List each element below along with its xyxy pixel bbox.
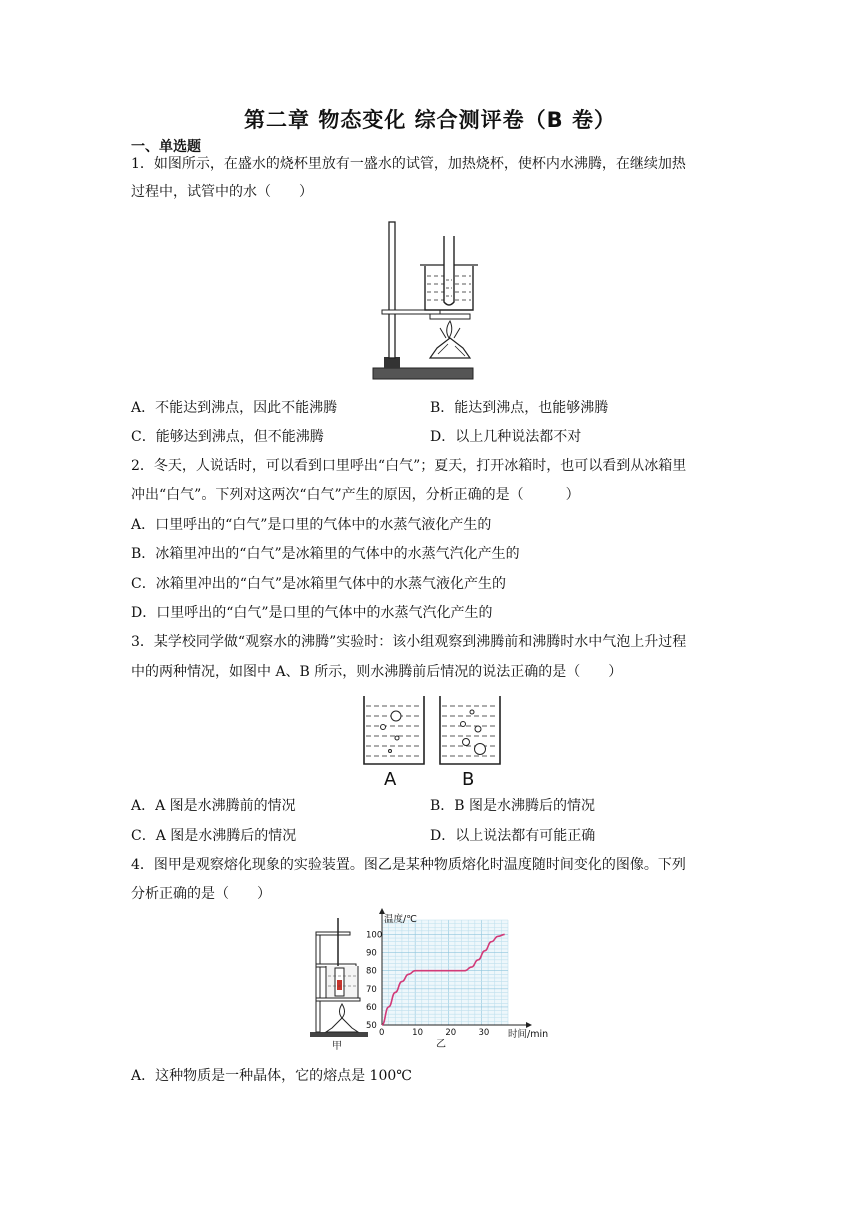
question-3-option-b[interactable]: B．B 图是水沸腾后的情况 bbox=[430, 798, 596, 814]
melting-apparatus bbox=[310, 918, 368, 1037]
stand-rod bbox=[389, 222, 395, 358]
y-tick-label: 100 bbox=[366, 930, 383, 941]
question-3-line-1: 3．某学校同学做“观察水的沸腾”实验时：该小组观察到沸腾前和沸腾时水中气泡上升过程 bbox=[131, 634, 687, 650]
question-3-option-a[interactable]: A．A 图是水沸腾前的情况 bbox=[131, 798, 296, 814]
chart-grid bbox=[382, 920, 508, 1025]
question-1-line-1: 1．如图所示，在盛水的烧杯里放有一盛水的试管，加热烧杯，使杯内水沸腾，在继续加热 bbox=[131, 156, 686, 172]
question-4-option-a[interactable]: A．这种物质是一种晶体，它的熔点是 100℃ bbox=[131, 1068, 412, 1084]
question-3-option-d[interactable]: D．以上说法都有可能正确 bbox=[430, 828, 596, 844]
page-title: 第二章 物态变化 综合测评卷（B 卷） bbox=[244, 108, 616, 132]
apparatus-base bbox=[373, 368, 473, 379]
x-tick-label: 0 bbox=[379, 1028, 385, 1038]
wire-gauze bbox=[430, 314, 470, 319]
question-3-line-2: 中的两种情况，如图中 A、B 所示，则水沸腾前后情况的说法正确的是（ ） bbox=[131, 664, 623, 680]
flame bbox=[447, 321, 452, 338]
question-2-option-a[interactable]: A．口里呼出的“白气”是口里的气体中的水蒸气液化产生的 bbox=[131, 517, 492, 533]
y-tick-label: 50 bbox=[366, 1021, 377, 1031]
chart-x-axis-label: 时间/min bbox=[508, 1029, 549, 1040]
question-1-option-a[interactable]: A．不能达到沸点，因此不能沸腾 bbox=[131, 400, 338, 416]
y-tick-label: 80 bbox=[366, 966, 377, 977]
question-2-option-c[interactable]: C．冰箱里冲出的“白气”是冰箱里气体中的水蒸气液化产生的 bbox=[131, 576, 507, 592]
question-4-line-1: 4．图甲是观察熔化现象的实验装置。图乙是某种物质熔化时温度随时间变化的图像。下列 bbox=[131, 857, 686, 873]
question-2-option-d[interactable]: D．口里呼出的“白气”是口里的气体中的水蒸气汽化产生的 bbox=[131, 605, 493, 621]
figure-label-a: A bbox=[384, 769, 397, 790]
question-2-line-2: 冲出“白气”。下列对这两次“白气”产生的原因，分析正确的是（ ） bbox=[131, 487, 580, 503]
beaker-heating-apparatus-figure bbox=[370, 218, 480, 383]
question-1-option-c[interactable]: C．能够达到沸点，但不能沸腾 bbox=[131, 429, 324, 445]
y-tick-label: 90 bbox=[366, 948, 377, 959]
chart-y-axis-label: 温度/℃ bbox=[384, 914, 417, 925]
x-tick-label: 30 bbox=[478, 1028, 490, 1038]
figure-label-jia: 甲 bbox=[332, 1041, 342, 1052]
test-tube bbox=[444, 236, 454, 305]
figure-label-b: B bbox=[462, 769, 475, 790]
beaker-b bbox=[440, 696, 500, 764]
beaker-a bbox=[364, 696, 424, 764]
grid-background bbox=[382, 920, 508, 1025]
question-2-option-b[interactable]: B．冰箱里冲出的“白气”是冰箱里的气体中的水蒸气汽化产生的 bbox=[131, 546, 520, 562]
question-4-line-2: 分析正确的是（ ） bbox=[131, 886, 271, 902]
y-tick-label: 60 bbox=[366, 1002, 377, 1013]
question-2-line-1: 2．冬天，人说话时，可以看到口里呼出“白气”；夏天，打开冰箱时，也可以看到从冰箱里 bbox=[131, 458, 687, 474]
question-1-line-2: 过程中，试管中的水（ ） bbox=[131, 184, 313, 200]
temperature-time-chart bbox=[366, 908, 548, 1040]
question-1-option-b[interactable]: B．能达到沸点，也能够沸腾 bbox=[430, 400, 609, 416]
y-tick-label: 70 bbox=[366, 984, 377, 995]
bubble-beakers-figure bbox=[360, 694, 510, 790]
melting-experiment-figure bbox=[308, 906, 558, 1054]
x-tick-label: 20 bbox=[445, 1028, 457, 1038]
section-heading: 一、单选题 bbox=[131, 139, 201, 155]
figure-label-yi: 乙 bbox=[436, 1039, 446, 1050]
question-1-option-d[interactable]: D．以上几种说法都不对 bbox=[430, 429, 582, 445]
x-tick-label: 10 bbox=[412, 1028, 423, 1038]
x-axis-arrow bbox=[526, 1022, 532, 1028]
question-3-option-c[interactable]: C．A 图是水沸腾后的情况 bbox=[131, 828, 297, 844]
